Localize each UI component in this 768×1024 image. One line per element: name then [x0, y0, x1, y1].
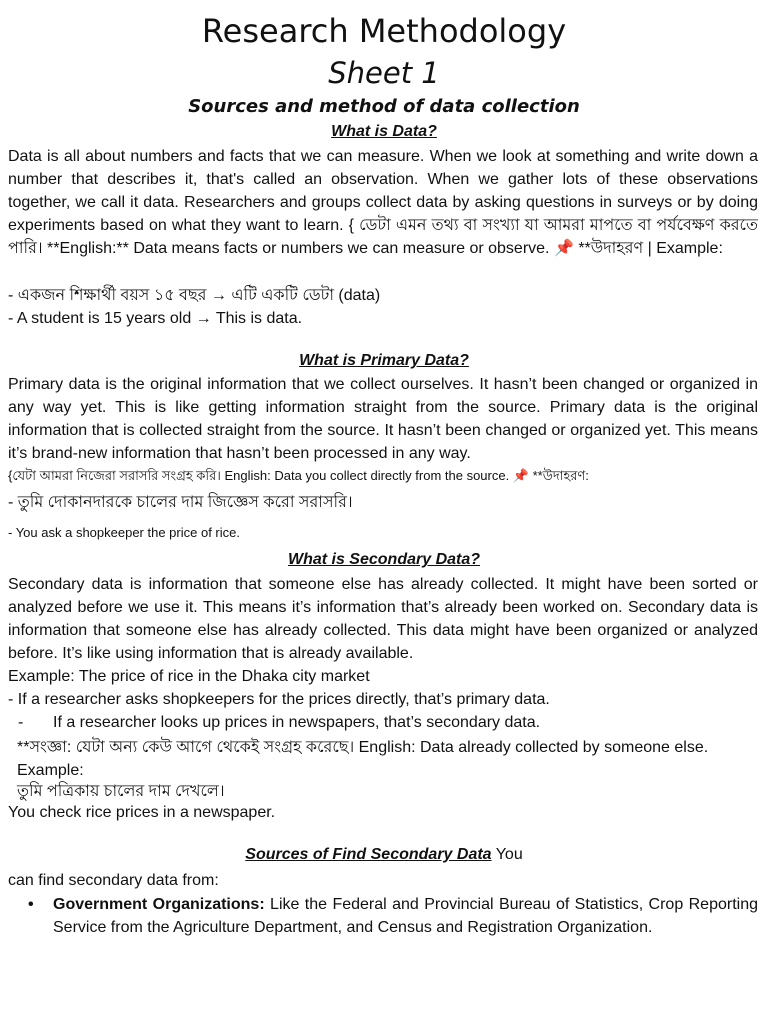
- secondary-paragraph: Secondary data is information that someone else has already collected. It might have been sorted or analyzed before we use it. This means it’s information that’s already been worked on. Secondary data is information that someone else has already collected. This data might have been organized or analyzed before. It’s like using information that is already available.: [8, 576, 758, 662]
- heading-secondary-data: What is Secondary Data?: [287, 551, 481, 568]
- secondary-example-dash: -: [18, 714, 24, 731]
- data-example-bangla: - একজন শিক্ষার্থী বয়স ১৫ বছর → এটি একটি ডেটা (data): [8, 287, 381, 304]
- data-paragraph: Data is all about numbers and facts that we can measure. When we look at something and write down a number that describes it, that's called an observation. When we gather lots of these observations together, we call it data. Researchers and groups collect data by asking questions in surveys or by doing experiments based on what they want to learn. { ডেটা এমন তথ্য বা সংখ্যা যা আমরা মাপতে বা পর্যবেক্ষণ করতে পারি। **English:** Data means facts or numbers we can measure or observe. 📌 **উদাহরণ | Example:: [8, 148, 758, 257]
- sources-heading-tail: You: [491, 846, 523, 863]
- bullet-label: Government Organizations:: [53, 896, 265, 913]
- sources-heading-text: Sources of Find Secondary Data: [245, 846, 492, 863]
- secondary-note-bangla: তুমি পত্রিকায় চালের দাম দেখলে।: [17, 783, 225, 800]
- document-title: Research Methodology: [201, 12, 567, 50]
- list-item: [30, 893, 758, 939]
- primary-example-english: - You ask a shopkeeper the price of rice.: [8, 525, 240, 540]
- heading-what-is-data: What is Data?: [331, 123, 437, 140]
- secondary-note-line: **সংজ্ঞা: যেটা অন্য কেউ আগে থেকেই সংগ্রহ করেছে। English: Data already collected by someone else.: [17, 739, 709, 756]
- secondary-example-secondary: If a researcher looks up prices in newspapers, that’s secondary data.: [53, 714, 541, 731]
- heading-primary-data: What is Primary Data?: [299, 352, 469, 369]
- secondary-example-intro: Example: The price of rice in the Dhaka city market: [8, 668, 370, 685]
- secondary-note-example-label: Example:: [17, 762, 84, 779]
- bullet-body: Like the Federal and Provincial Bureau of Statistics, Crop Reporting Service from the Agriculture Department, and Census and Registration Organization.: [53, 896, 758, 936]
- primary-paragraph: Primary data is the original information that we collect ourselves. It hasn’t been changed or organized in any way yet. This is like getting information straight from the source. Primary data is the original information that is collected straight from the source. It hasn’t been changed or organized yet. This means it’s brand-new information that hasn’t been processed in any way.: [8, 376, 758, 462]
- heading-sources: [0, 846, 768, 864]
- bullet-marker: •: [28, 896, 34, 913]
- bullet-text: [30, 893, 758, 939]
- sheet-subtitle: Sheet 1: [328, 56, 440, 90]
- secondary-example-primary: - If a researcher asks shopkeepers for the prices directly, that’s primary data.: [8, 691, 550, 708]
- section-title: Sources and method of data collection: [188, 96, 580, 117]
- primary-example-bangla: - তুমি দোকানদারকে চালের দাম জিজ্ঞেস করো সরাসরি।: [8, 494, 353, 511]
- data-example-english: - A student is 15 years old → This is data.: [8, 310, 303, 327]
- sources-intro: can find secondary data from:: [8, 872, 219, 889]
- primary-note-line: {যেটা আমরা নিজেরা সরাসরি সংগ্রহ করি। English: Data you collect directly from the source. 📌 **উদাহরণ:: [8, 468, 589, 483]
- secondary-note-english: You check rice prices in a newspaper.: [8, 804, 276, 821]
